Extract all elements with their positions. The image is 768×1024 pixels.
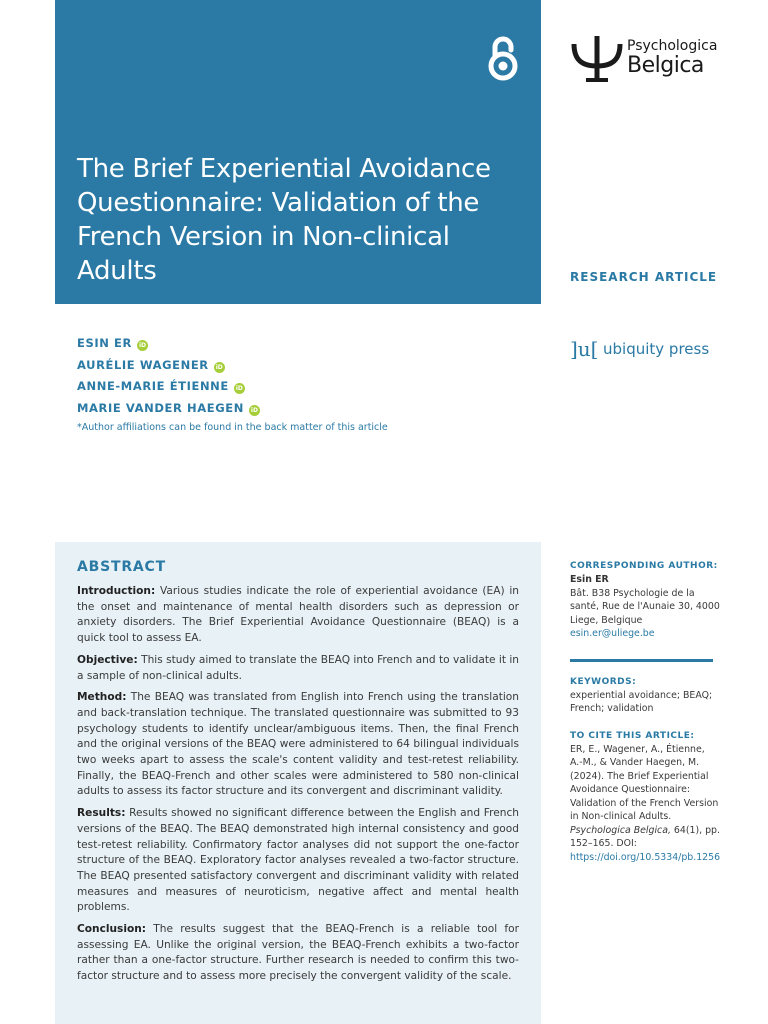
affiliation-note: *Author affiliations can be found in the back matter of this article: [77, 422, 388, 433]
abstract-objective: [77, 653, 519, 684]
publisher-logo[interactable]: [570, 338, 720, 360]
section-text: Various studies indicate the role of experiential avoidance (EA) in the onset and maintenance of mental health disorders such as depression or anxiety disorders. The Brief Experiential Avoidance Questionnaire (BEAQ) is a quick tool to assess EA.: [77, 585, 520, 645]
abstract-introduction: [77, 584, 519, 647]
keywords-label: KEYWORDS:: [570, 676, 637, 687]
author-item: [77, 335, 517, 357]
section-label: Results:: [77, 807, 126, 820]
psi-logo-icon: [570, 34, 624, 84]
author-list: [77, 335, 517, 433]
article-sidebar: [570, 560, 720, 864]
section-label: Introduction:: [77, 585, 156, 597]
corresponding-author-email[interactable]: esin.er@uliege.be: [570, 628, 655, 639]
section-text: The results suggest that the BEAQ-French is a reliable tool for assessing EA. Unlike the original version, the BEAQ-French exhibits a two-factor rather than a one-factor structure. Further research is needed to confirm this two-factor structure and to assess more precisely the convergent validity of the scale.: [77, 923, 519, 983]
orcid-icon[interactable]: iD: [235, 385, 243, 392]
citation-journal: Psychologica Belgica,: [570, 824, 671, 836]
journal-name-line2: Belgica: [627, 53, 704, 78]
section-label: Method:: [77, 691, 127, 704]
keywords-text: experiential avoidance; BEAQ; French; validation: [570, 689, 713, 714]
abstract-heading: ABSTRACT: [77, 559, 166, 575]
corresponding-author-name: Esin ER: [570, 574, 609, 585]
doi-link[interactable]: https://doi.org/10.5334/pb.1256: [570, 851, 721, 863]
abstract-results: [77, 806, 519, 916]
author-item: [77, 357, 517, 379]
author-name[interactable]: ANNE-MARIE ÉTIENNE: [77, 379, 229, 393]
corresponding-author-address: Bât. B38 Psychologie de la santé, Rue de l'Aunaie 30, 4000 Liege, Belgique: [570, 587, 720, 626]
citation-part: ER, E., Wagener, A., Étienne, A.-M., & Vander Haegen, M. (2024). The Brief Experiential Avoidance Questionnaire: Validation of the French Version in Non-clinical Adults.: [570, 743, 719, 822]
ubiquity-mark-icon: ]u[: [570, 337, 599, 361]
author-item: [77, 400, 517, 422]
section-label: Objective:: [77, 653, 138, 666]
author-name[interactable]: ESIN ER: [77, 336, 132, 350]
publisher-name: ubiquity press: [603, 340, 710, 358]
author-name[interactable]: MARIE VANDER HAEGEN: [77, 400, 244, 415]
abstract-method: [77, 690, 519, 800]
section-text: Results showed no significant difference between the English and French versions of the BEAQ. The BEAQ demonstrated high internal consistency and good test-retest reliability. Confirmatory factor analyses did not support the one-factor structure of the BEAQ. Exploratory factor analyses revealed a two-factor structure. The BEAQ presented satisfactory convergent and discriminant validity with related measures and measures of neuroticism, negative affect and mental health problems.: [77, 807, 519, 914]
article-title: The Brief Experiential Avoidance Questionnaire: Validation of the French Version in Non-clinical Adults: [77, 154, 491, 286]
abstract-conclusion: [77, 922, 519, 985]
section-label: Conclusion:: [77, 923, 147, 936]
journal-logo[interactable]: [570, 34, 720, 84]
open-access-icon: [484, 34, 522, 82]
section-text: The BEAQ was translated from English into French using the translation and back-translation technique. The translated questionnaire was submitted to 93 psychology students to identify unclear/ambiguous items. Then, the final French and the original versions of the BEAQ were administered to 64 bilingual individuals two weeks apart to assess the scale's content validity and test-retest reliability. Finally, the BEAQ-French and other scales were administered to 580 non-clinical adults to assess its factor structure and its convergent and discriminant validity.: [77, 691, 519, 798]
orcid-icon[interactable]: iD: [138, 342, 146, 349]
orcid-icon[interactable]: iD: [215, 363, 223, 371]
section-text: This study aimed to translate the BEAQ into French and to validate it in a sample of non-clinical adults.: [77, 653, 519, 682]
orcid-icon[interactable]: iD: [250, 406, 258, 414]
citation-part: 64(1), pp. 152–165. DOI:: [570, 824, 720, 849]
author-name[interactable]: AURÉLIE WAGENER: [77, 357, 209, 372]
citation-text: [570, 743, 720, 865]
author-item: [77, 378, 517, 400]
journal-name-line1: Psychologica: [627, 38, 718, 54]
abstract-body: [77, 584, 519, 991]
cite-label: TO CITE THIS ARTICLE:: [570, 730, 695, 741]
article-type-label: RESEARCH ARTICLE: [570, 270, 718, 284]
corresponding-author-label: CORRESPONDING AUTHOR:: [570, 561, 718, 571]
sidebar-divider: [570, 659, 713, 662]
